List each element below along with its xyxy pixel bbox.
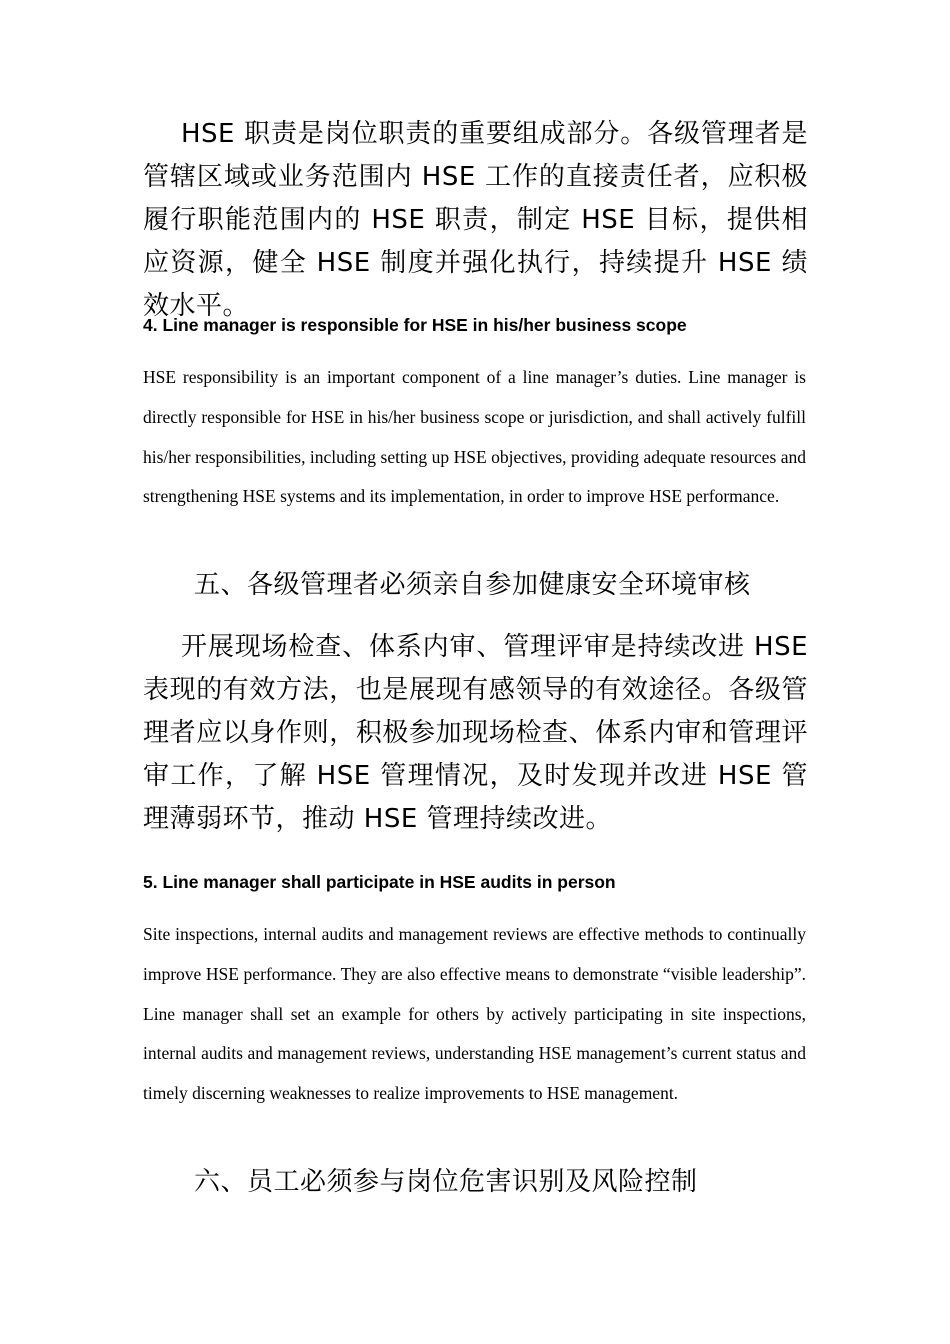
section-6-heading-zh: 六、员工必须参与岗位危害识别及风险控制 xyxy=(194,1167,698,1197)
intro-paragraph-zh: HSE 职责是岗位职责的重要组成部分。各级管理者是管辖区域或业务范围内 HSE 工作的直接责任者，应积极履行职能范围内的 HSE 职责，制定 HSE 目标，提供相应资源，健全 HSE 制度并强化执行，持续提升 HSE 绩效水平。 xyxy=(143,119,808,321)
section-4-body-en: HSE responsibility is an important component of a line manager’s duties. Line manager is directly responsible for HSE in his/her business scope or jurisdiction, and shall actively fulfill his/her responsibilities, including setting up HSE objectives, providing adequate resources and strengthening HSE systems and its implementation, in order to improve HSE performance. xyxy=(143,367,806,507)
section-5-heading-en: 5. Line manager shall participate in HSE audits in person xyxy=(143,872,616,892)
section-5-body-en: Site inspections, internal audits and management reviews are effective methods to continually improve HSE performance. They are also effective means to demonstrate “visible leadership”. Line manager shall set an example for others by actively participating in site inspections, internal audits and management reviews, understanding HSE management’s current status and timely discerning weaknesses to realize improvements to HSE management. xyxy=(143,924,806,1104)
section-5-heading-zh: 五、各级管理者必须亲自参加健康安全环境审核 xyxy=(194,570,751,600)
section-5-body-zh: 开展现场检查、体系内审、管理评审是持续改进 HSE 表现的有效方法，也是展现有感领导的有效途径。各级管理者应以身作则，积极参加现场检查、体系内审和管理评审工作，了解 HSE 管理情况，及时发现并改进 HSE 管理薄弱环节，推动 HSE 管理持续改进。 xyxy=(143,632,808,834)
section-4-heading-en: 4. Line manager is responsible for HSE in his/her business scope xyxy=(143,315,687,335)
